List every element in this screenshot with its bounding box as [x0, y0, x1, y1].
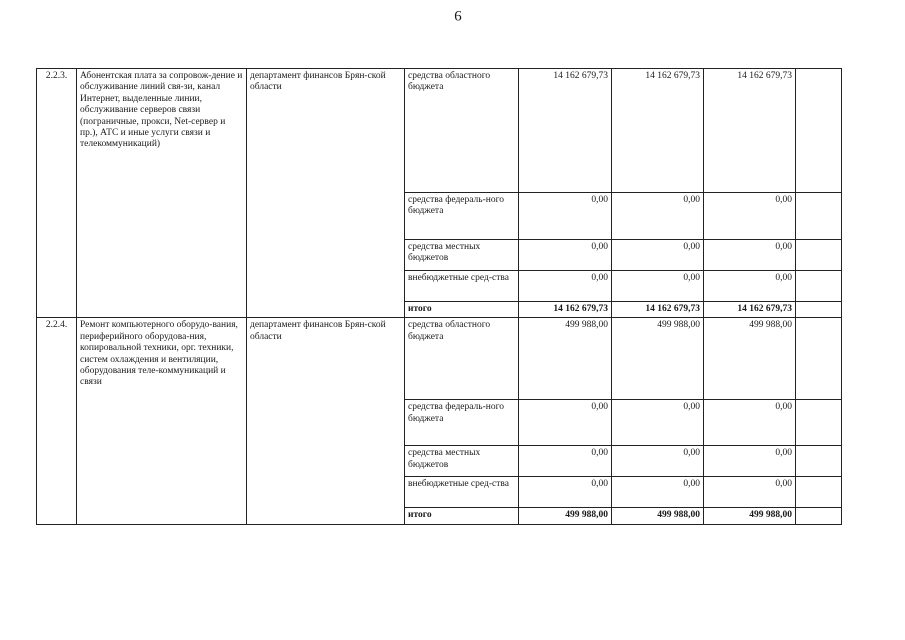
amount-cell: 0,00 [519, 240, 612, 271]
amount-cell: 14 162 679,73 [612, 69, 704, 193]
amount-cell: 499 988,00 [704, 318, 796, 400]
amount-cell: 499 988,00 [519, 318, 612, 400]
amount-cell: 0,00 [704, 477, 796, 508]
amount-cell: 0,00 [519, 400, 612, 446]
row-code: 2.2.4. [37, 318, 77, 524]
amount-cell: 0,00 [704, 400, 796, 446]
amount-cell: 499 988,00 [612, 508, 704, 524]
funding-source-total: итого [405, 508, 519, 524]
funding-source-total: итого [405, 302, 519, 318]
empty-cell [796, 69, 842, 193]
activity-name: Ремонт компьютерного оборудо-вания, периферийного оборудова-ния, копировальной техники, орг. техники, систем охлаждения и вентиляции, оборудования теле-коммуникаций и связи [77, 318, 247, 524]
amount-cell: 0,00 [612, 400, 704, 446]
executor: департамент финансов Брян-ской области [247, 69, 405, 318]
amount-cell: 0,00 [519, 446, 612, 477]
amount-cell: 499 988,00 [519, 508, 612, 524]
empty-cell [796, 400, 842, 446]
amount-cell: 0,00 [612, 446, 704, 477]
budget-table [36, 68, 842, 525]
empty-cell [796, 193, 842, 240]
funding-source: средства местных бюджетов [405, 240, 519, 271]
table-row [37, 69, 842, 193]
amount-cell: 0,00 [612, 193, 704, 240]
empty-cell [796, 508, 842, 524]
funding-source: средства местных бюджетов [405, 446, 519, 477]
empty-cell [796, 446, 842, 477]
amount-cell: 14 162 679,73 [704, 69, 796, 193]
amount-cell: 14 162 679,73 [519, 69, 612, 193]
amount-cell: 14 162 679,73 [519, 302, 612, 318]
amount-cell: 0,00 [704, 193, 796, 240]
amount-cell: 14 162 679,73 [612, 302, 704, 318]
amount-cell: 0,00 [704, 240, 796, 271]
empty-cell [796, 302, 842, 318]
empty-cell [796, 240, 842, 271]
funding-source: средства областного бюджета [405, 69, 519, 193]
amount-cell: 0,00 [519, 193, 612, 240]
page-number: 9 [454, 7, 462, 23]
row-code: 2.2.3. [37, 69, 77, 318]
amount-cell: 499 988,00 [704, 508, 796, 524]
funding-source: внебюджетные сред-ства [405, 477, 519, 508]
amount-cell: 0,00 [612, 271, 704, 302]
activity-name: Абонентская плата за сопровож-дение и обслуживание линий свя-зи, канал Интернет, выделенные линии, обслуживание серверов связи (пограничные, прокси, Net-сервер и пр.), АТС и иные услуги связи и телекоммуникаций) [77, 69, 247, 318]
funding-source: внебюджетные сред-ства [405, 271, 519, 302]
amount-cell: 0,00 [704, 271, 796, 302]
empty-cell [796, 318, 842, 400]
funding-source: средства федераль-ного бюджета [405, 400, 519, 446]
amount-cell: 0,00 [612, 477, 704, 508]
amount-cell: 0,00 [519, 477, 612, 508]
table-row [37, 318, 842, 400]
amount-cell: 14 162 679,73 [704, 302, 796, 318]
amount-cell: 499 988,00 [612, 318, 704, 400]
empty-cell [796, 477, 842, 508]
executor: департамент финансов Брян-ской области [247, 318, 405, 524]
empty-cell [796, 271, 842, 302]
amount-cell: 0,00 [704, 446, 796, 477]
funding-source: средства областного бюджета [405, 318, 519, 400]
amount-cell: 0,00 [612, 240, 704, 271]
amount-cell: 0,00 [519, 271, 612, 302]
funding-source: средства федераль-ного бюджета [405, 193, 519, 240]
